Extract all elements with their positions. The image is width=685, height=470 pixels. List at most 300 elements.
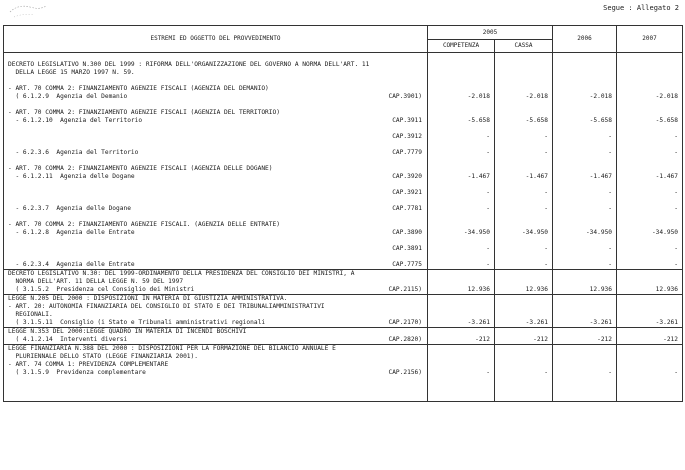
row-description: - ART. 70 COMMA 2: FINANZIAMENTO AGENZIE FISCALI. (AGENZIA DELLE ENTRATE) xyxy=(8,221,280,228)
table-row xyxy=(4,77,683,85)
cell-cassa-2005: -2.018 xyxy=(495,93,553,101)
row-description-cell xyxy=(4,245,428,253)
cell-value-2007: - xyxy=(617,205,683,213)
corner-stamp-mark xyxy=(6,2,52,22)
cell-value-2007 xyxy=(617,295,683,304)
cell-value-2007: -3.261 xyxy=(617,319,683,328)
cell-competenza-2005: -212 xyxy=(428,336,495,345)
row-description: REGIONALI. xyxy=(8,311,53,318)
cell-value-2006 xyxy=(553,303,617,311)
table-row xyxy=(4,189,683,197)
table-row xyxy=(4,141,683,149)
table-row xyxy=(4,336,683,345)
row-chapter: CAP.7775 xyxy=(392,261,422,268)
row-chapter xyxy=(422,221,424,229)
cell-cassa-2005: - xyxy=(495,245,553,253)
cell-value-2006 xyxy=(553,165,617,173)
table-row xyxy=(4,93,683,101)
row-chapter: CAP.3901) xyxy=(388,93,422,100)
row-chapter xyxy=(422,270,424,278)
cell-value-2007: -5.658 xyxy=(617,117,683,125)
cell-cassa-2005 xyxy=(495,85,553,93)
cell-competenza-2005 xyxy=(428,53,495,62)
cell-competenza-2005: -5.658 xyxy=(428,117,495,125)
cell-cassa-2005: -212 xyxy=(495,336,553,345)
cell-competenza-2005 xyxy=(428,157,495,165)
cell-competenza-2005 xyxy=(428,165,495,173)
table-row xyxy=(4,369,683,377)
cell-cassa-2005 xyxy=(495,157,553,165)
table-row xyxy=(4,295,683,304)
row-description-cell xyxy=(4,303,428,311)
cell-value-2006 xyxy=(553,253,617,261)
cell-cassa-2005 xyxy=(495,109,553,117)
cell-value-2007 xyxy=(617,328,683,337)
table-row xyxy=(4,61,683,69)
row-description-cell xyxy=(4,69,428,77)
table-row xyxy=(4,157,683,165)
cell-value-2007 xyxy=(617,125,683,133)
row-description-cell xyxy=(4,278,428,286)
cell-cassa-2005 xyxy=(495,295,553,304)
row-description-cell xyxy=(4,213,428,221)
table-row xyxy=(4,328,683,337)
cell-value-2006 xyxy=(553,385,617,393)
row-description: LEGGE N.205 DEL 2000 : DISPOSIZIONI IN MATERIA DI GIUSTIZIA AMMINISTRATIVA. xyxy=(8,295,288,302)
cell-cassa-2005: - xyxy=(495,133,553,141)
row-chapter: CAP.2170) xyxy=(388,319,422,326)
page-header: Segue : Allegato 2 xyxy=(603,4,679,12)
row-description-cell xyxy=(4,229,428,237)
table-row xyxy=(4,165,683,173)
row-description-cell xyxy=(4,377,428,385)
row-description-cell xyxy=(4,77,428,85)
cell-competenza-2005 xyxy=(428,221,495,229)
cell-value-2007 xyxy=(617,157,683,165)
row-description-cell xyxy=(4,286,428,295)
cell-value-2006 xyxy=(553,237,617,245)
cell-value-2006: -3.261 xyxy=(553,319,617,328)
table-row xyxy=(4,205,683,213)
cell-value-2007: -212 xyxy=(617,336,683,345)
cell-cassa-2005 xyxy=(495,328,553,337)
cell-value-2007: -2.018 xyxy=(617,93,683,101)
row-chapter xyxy=(422,61,424,69)
table-row xyxy=(4,229,683,237)
cell-value-2007 xyxy=(617,53,683,62)
cell-competenza-2005: -2.018 xyxy=(428,93,495,101)
cell-cassa-2005: - xyxy=(495,149,553,157)
row-chapter xyxy=(422,361,424,369)
table-row xyxy=(4,181,683,189)
cell-value-2006 xyxy=(553,69,617,77)
cell-cassa-2005 xyxy=(495,393,553,402)
row-chapter xyxy=(422,278,424,286)
table-row xyxy=(4,173,683,181)
row-description: DELLA LEGGE 15 MARZO 1997 N. 59. xyxy=(8,69,135,76)
row-description-cell xyxy=(4,141,428,149)
row-description-cell xyxy=(4,361,428,369)
cell-value-2007 xyxy=(617,345,683,354)
row-description-cell xyxy=(4,93,428,101)
header-main: ESTREMI ED OGGETTO DEL PROVVEDIMENTO xyxy=(4,26,428,53)
row-description: LEGGE N.353 DEL 2000:LEGGE QUADRO IN MATERIA DI INCENDI BOSCHIVI xyxy=(8,328,247,335)
cell-value-2007: - xyxy=(617,261,683,270)
row-description-cell xyxy=(4,117,428,125)
cell-value-2007: - xyxy=(617,149,683,157)
row-description: PLURIENNALE DELLO STATO (LEGGE FINANZIARIA 2001). xyxy=(8,353,198,360)
table-row xyxy=(4,361,683,369)
row-description-cell xyxy=(4,205,428,213)
row-description: ( 3.1.5.11 Consiglio (i Stato e Tribunali amministrativi regionali xyxy=(8,319,266,326)
table-row xyxy=(4,261,683,270)
cell-competenza-2005: 12.936 xyxy=(428,286,495,295)
row-description: NORMA DELL'ART. 11 DELLA LEGGE N. 59 DEL 1997 xyxy=(8,278,184,285)
cell-competenza-2005: - xyxy=(428,261,495,270)
cell-value-2006: -1.467 xyxy=(553,173,617,181)
cell-value-2006 xyxy=(553,109,617,117)
row-description-cell xyxy=(4,353,428,361)
row-chapter: CAP.3911 xyxy=(392,117,422,124)
cell-value-2007 xyxy=(617,270,683,279)
cell-value-2006 xyxy=(553,270,617,279)
row-description-cell xyxy=(4,101,428,109)
cell-competenza-2005: - xyxy=(428,369,495,377)
row-description: ( 3.1.5.9 Previdenza complementare xyxy=(8,369,146,376)
cell-competenza-2005 xyxy=(428,311,495,319)
cell-value-2006 xyxy=(553,361,617,369)
row-chapter: CAP.3920 xyxy=(392,173,422,180)
cell-value-2006 xyxy=(553,53,617,62)
cell-cassa-2005 xyxy=(495,53,553,62)
cell-value-2007 xyxy=(617,165,683,173)
cell-value-2007 xyxy=(617,377,683,385)
row-description: ( 6.1.2.9 Agenzia del Demanio xyxy=(8,93,128,100)
cell-competenza-2005 xyxy=(428,85,495,93)
cell-value-2007 xyxy=(617,181,683,189)
row-description: DECRETO LEGISLATIVO N.300 DEL 1999 : RIFORMA DELL'ORGANIZZAZIONE DEL GOVERNO A NORMA DELL'ART. 11 xyxy=(8,61,370,68)
table-row xyxy=(4,85,683,93)
cell-cassa-2005 xyxy=(495,361,553,369)
cell-cassa-2005 xyxy=(495,311,553,319)
cell-value-2006: -5.658 xyxy=(553,117,617,125)
table-row xyxy=(4,393,683,402)
cell-value-2007 xyxy=(617,77,683,85)
table-body xyxy=(4,53,683,402)
row-description: - ART. 70 COMMA 2: FINANZIAMENTO AGENZIE FISCALI (AGENZIA DEL TERRITORIO) xyxy=(8,109,280,116)
row-chapter: CAP.3921 xyxy=(392,189,422,196)
cell-value-2006: -34.950 xyxy=(553,229,617,237)
row-description-cell xyxy=(4,328,428,337)
cell-value-2006: - xyxy=(553,245,617,253)
cell-value-2007 xyxy=(617,101,683,109)
cell-cassa-2005 xyxy=(495,69,553,77)
cell-value-2006 xyxy=(553,278,617,286)
cell-competenza-2005: - xyxy=(428,133,495,141)
cell-value-2006 xyxy=(553,295,617,304)
cell-competenza-2005 xyxy=(428,385,495,393)
table-row xyxy=(4,319,683,328)
table-row xyxy=(4,133,683,141)
cell-competenza-2005 xyxy=(428,237,495,245)
cell-cassa-2005 xyxy=(495,197,553,205)
cell-value-2007 xyxy=(617,69,683,77)
cell-competenza-2005 xyxy=(428,69,495,77)
table-row xyxy=(4,286,683,295)
cell-competenza-2005 xyxy=(428,328,495,337)
cell-value-2007 xyxy=(617,311,683,319)
cell-value-2006 xyxy=(553,77,617,85)
row-chapter xyxy=(422,345,424,353)
cell-value-2007 xyxy=(617,61,683,69)
cell-value-2007 xyxy=(617,109,683,117)
cell-value-2007 xyxy=(617,385,683,393)
cell-value-2007: - xyxy=(617,245,683,253)
cell-value-2006 xyxy=(553,85,617,93)
row-description-cell xyxy=(4,189,428,197)
table-row xyxy=(4,53,683,62)
cell-value-2006: 12.936 xyxy=(553,286,617,295)
table-row xyxy=(4,345,683,354)
cell-cassa-2005 xyxy=(495,221,553,229)
row-description: - ART. 74 COMMA 1: PREVIDENZA COMPLEMENTARE xyxy=(8,361,169,368)
row-chapter xyxy=(422,85,424,93)
cell-competenza-2005: -34.950 xyxy=(428,229,495,237)
table-row xyxy=(4,270,683,279)
row-chapter xyxy=(422,328,424,336)
cell-value-2007 xyxy=(617,237,683,245)
cell-competenza-2005 xyxy=(428,253,495,261)
cell-cassa-2005: - xyxy=(495,369,553,377)
cell-competenza-2005 xyxy=(428,61,495,69)
row-chapter: CAP.7781 xyxy=(392,205,422,212)
cell-value-2007: -1.467 xyxy=(617,173,683,181)
row-description: - 6.2.3.4 Agenzia delle Entrate xyxy=(8,261,135,268)
row-description: DECRETO LEGISLATIVO N.30: DEL 1999-ORDINAMENTO DELLA PRESIDENZA DEL CONSIGLIO DEI MINISTRI, A xyxy=(8,270,355,277)
cell-competenza-2005 xyxy=(428,377,495,385)
row-description: - ART. 20: AUTONOMIA FINANZIARIA DEL CONSIGLIO DI STATO E DEI TRIBUNALIAMMINISTRATIVI xyxy=(8,303,325,310)
row-description-cell xyxy=(4,109,428,117)
row-description: - 6.2.3.6 Agenzia del Territorio xyxy=(8,149,139,156)
cell-cassa-2005: -5.658 xyxy=(495,117,553,125)
cell-value-2006 xyxy=(553,141,617,149)
cell-competenza-2005 xyxy=(428,181,495,189)
row-description-cell xyxy=(4,261,428,270)
cell-competenza-2005 xyxy=(428,361,495,369)
table-row xyxy=(4,253,683,261)
table-row xyxy=(4,197,683,205)
row-description-cell xyxy=(4,181,428,189)
cell-value-2007: - xyxy=(617,133,683,141)
cell-competenza-2005 xyxy=(428,141,495,149)
cell-value-2007: - xyxy=(617,369,683,377)
cell-cassa-2005 xyxy=(495,181,553,189)
row-chapter xyxy=(422,295,424,303)
row-chapter: CAP.2115) xyxy=(388,286,422,293)
cell-value-2006 xyxy=(553,328,617,337)
row-chapter xyxy=(422,165,424,173)
table-row xyxy=(4,385,683,393)
cell-value-2006 xyxy=(553,61,617,69)
cell-value-2007: - xyxy=(617,189,683,197)
row-chapter xyxy=(422,303,424,311)
table-row xyxy=(4,278,683,286)
cell-value-2006 xyxy=(553,125,617,133)
cell-competenza-2005 xyxy=(428,353,495,361)
row-description-cell xyxy=(4,53,428,62)
cell-value-2006 xyxy=(553,181,617,189)
row-description-cell xyxy=(4,336,428,345)
table-row xyxy=(4,117,683,125)
cell-value-2006 xyxy=(553,345,617,354)
row-description: - ART. 70 COMMA 2: FINANZIAMENTO AGENZIE FISCALI (AGENZIA DEL DEMANIO) xyxy=(8,85,269,92)
table-row xyxy=(4,125,683,133)
cell-competenza-2005: - xyxy=(428,245,495,253)
row-chapter xyxy=(422,311,424,319)
row-chapter xyxy=(422,109,424,117)
cell-cassa-2005 xyxy=(495,165,553,173)
cell-value-2006 xyxy=(553,377,617,385)
cell-value-2007 xyxy=(617,85,683,93)
cell-competenza-2005 xyxy=(428,77,495,85)
row-description-cell xyxy=(4,221,428,229)
cell-value-2007 xyxy=(617,253,683,261)
cell-cassa-2005 xyxy=(495,213,553,221)
row-description: - 6.2.3.7 Agenzia delle Dogane xyxy=(8,205,131,212)
cell-competenza-2005 xyxy=(428,345,495,354)
row-chapter: CAP.3912 xyxy=(392,133,422,140)
row-description-cell xyxy=(4,157,428,165)
cell-competenza-2005 xyxy=(428,109,495,117)
cell-cassa-2005 xyxy=(495,278,553,286)
cell-competenza-2005 xyxy=(428,303,495,311)
row-description-cell xyxy=(4,345,428,354)
cell-value-2007 xyxy=(617,278,683,286)
row-description-cell xyxy=(4,149,428,157)
cell-cassa-2005 xyxy=(495,101,553,109)
cell-cassa-2005 xyxy=(495,385,553,393)
cell-cassa-2005 xyxy=(495,141,553,149)
row-description-cell xyxy=(4,125,428,133)
cell-value-2007 xyxy=(617,393,683,402)
cell-cassa-2005: - xyxy=(495,189,553,197)
row-description-cell xyxy=(4,270,428,279)
row-description-cell xyxy=(4,85,428,93)
row-description-cell xyxy=(4,165,428,173)
cell-value-2006: - xyxy=(553,369,617,377)
row-description-cell xyxy=(4,295,428,304)
cell-competenza-2005: - xyxy=(428,189,495,197)
budget-table xyxy=(3,25,682,402)
cell-cassa-2005 xyxy=(495,377,553,385)
cell-cassa-2005 xyxy=(495,237,553,245)
cell-cassa-2005 xyxy=(495,253,553,261)
row-description: ( 3.1.5.2 Presidenza cel Consiglio dei Ministri xyxy=(8,286,195,293)
row-description: - 6.1.2.11 Agenzia delle Dogane xyxy=(8,173,135,180)
cell-cassa-2005 xyxy=(495,125,553,133)
cell-value-2007 xyxy=(617,141,683,149)
cell-competenza-2005 xyxy=(428,278,495,286)
cell-cassa-2005 xyxy=(495,77,553,85)
row-description: - 6.1.2.10 Agenzia del Territorio xyxy=(8,117,143,124)
cell-cassa-2005: -34.950 xyxy=(495,229,553,237)
table-row xyxy=(4,69,683,77)
row-chapter xyxy=(422,353,424,361)
cell-cassa-2005: -3.261 xyxy=(495,319,553,328)
row-chapter xyxy=(422,69,424,77)
cell-value-2006: - xyxy=(553,261,617,270)
cell-competenza-2005: - xyxy=(428,205,495,213)
cell-cassa-2005: 12.936 xyxy=(495,286,553,295)
row-chapter: CAP.2156) xyxy=(388,369,422,376)
row-description-cell xyxy=(4,253,428,261)
table-row xyxy=(4,101,683,109)
table-row xyxy=(4,353,683,361)
cell-value-2006 xyxy=(553,221,617,229)
cell-value-2007 xyxy=(617,303,683,311)
cell-competenza-2005: -1.467 xyxy=(428,173,495,181)
cell-cassa-2005: -1.467 xyxy=(495,173,553,181)
cell-value-2006 xyxy=(553,311,617,319)
cell-cassa-2005 xyxy=(495,61,553,69)
cell-value-2007 xyxy=(617,213,683,221)
row-description-cell xyxy=(4,385,428,393)
row-description-cell xyxy=(4,237,428,245)
cell-cassa-2005 xyxy=(495,303,553,311)
cell-cassa-2005 xyxy=(495,353,553,361)
cell-cassa-2005: - xyxy=(495,261,553,270)
cell-value-2006 xyxy=(553,197,617,205)
header-year-2007: 2007 xyxy=(617,26,683,53)
row-description-cell xyxy=(4,319,428,328)
row-description: LEGGE FINANZIARIA N.388 DEL 2000 : DISPOSIZIONI PER LA FORMAZIONE DEL BILANCIO ANNUALE E xyxy=(8,345,336,352)
cell-value-2006 xyxy=(553,101,617,109)
cell-value-2007 xyxy=(617,221,683,229)
cell-value-2007 xyxy=(617,197,683,205)
row-description: ( 4.1.2.14 Interventi diversi xyxy=(8,336,128,343)
cell-value-2007 xyxy=(617,353,683,361)
cell-value-2006: - xyxy=(553,149,617,157)
row-description: - ART. 70 COMMA 2: FINANZIAMENTO AGENZIE FISCALI (AGENZIA DELLE DOGANE) xyxy=(8,165,273,172)
cell-competenza-2005 xyxy=(428,270,495,279)
table-row xyxy=(4,245,683,253)
table-row xyxy=(4,303,683,311)
row-description-cell xyxy=(4,173,428,181)
cell-competenza-2005 xyxy=(428,125,495,133)
table-row xyxy=(4,109,683,117)
cell-value-2006 xyxy=(553,157,617,165)
table-row xyxy=(4,221,683,229)
cell-competenza-2005: - xyxy=(428,149,495,157)
cell-value-2006 xyxy=(553,353,617,361)
header-year-2006: 2006 xyxy=(553,26,617,53)
table-row xyxy=(4,213,683,221)
row-description-cell xyxy=(4,311,428,319)
row-description-cell xyxy=(4,369,428,377)
table-row xyxy=(4,377,683,385)
cell-value-2006: -212 xyxy=(553,336,617,345)
row-chapter: CAP.3890 xyxy=(392,229,422,236)
header-competenza: COMPETENZA xyxy=(428,40,495,53)
row-description-cell xyxy=(4,197,428,205)
row-chapter: CAP.7779 xyxy=(392,149,422,156)
cell-value-2006: - xyxy=(553,205,617,213)
cell-competenza-2005 xyxy=(428,393,495,402)
row-chapter: CAP.3891 xyxy=(392,245,422,252)
table-row xyxy=(4,149,683,157)
cell-value-2006: - xyxy=(553,189,617,197)
row-description-cell xyxy=(4,61,428,69)
